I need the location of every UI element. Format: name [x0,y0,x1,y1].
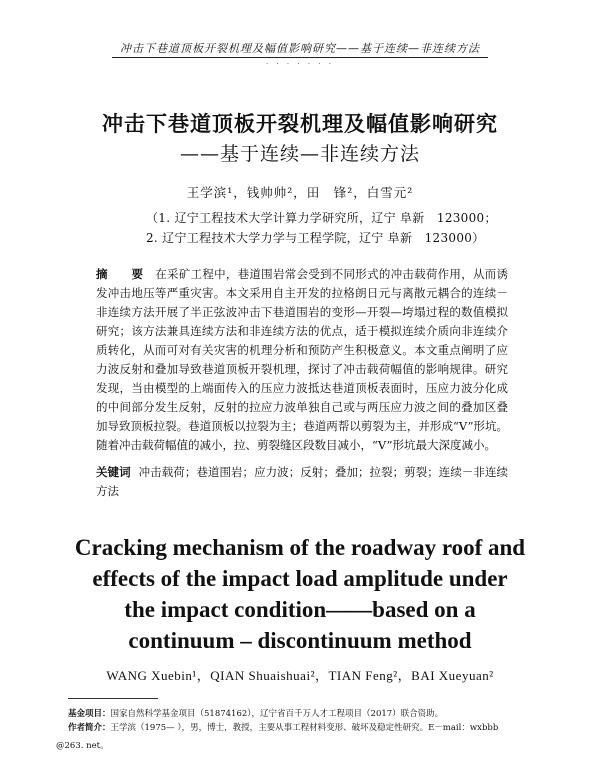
footnote-funding [68,708,538,721]
funding-label: 基金项目： [68,709,111,719]
funding-text: 国家自然科学基金项目（51874162），辽宁省百千万人才工程项目（2017）联合资助。 [110,709,444,719]
author-bio-continuation: @263. net。 [56,741,109,751]
author-bio-text: 王学滨（1975— ），男，博士，教授，主要从事工程材料变形、破坏及稳定性研究。E－mail：wxbbb [110,723,499,733]
keywords [96,463,508,501]
abstract [96,265,508,455]
footnote-author [68,722,538,735]
english-title-line-2: effects of the impact load amplitude under [92,566,508,591]
header-dots: · · · · · · · [266,60,334,68]
english-title [0,532,600,656]
chinese-title: 冲击下巷道顶板开裂机理及幅值影响研究 [102,111,498,136]
english-title-line-3: the impact condition——based on a [124,597,476,622]
running-head: 冲击下巷道顶板开裂机理及幅值影响研究——基于连续—非连续方法 [120,42,480,55]
abstract-text: 在采矿工程中，巷道围岩常会受到不同形式的冲击载荷作用，从而诱发冲击地压等严重灾害。本文采用自主开发的拉格朗日元与离散元耦合的连续－非连续方法开展了半正弦波冲击下巷道围岩的变形—开裂—垮塌过程的数值模拟研究；该方法兼具连续方法和非连续方法的优点，适于模拟连续介质向非连续介质转化，从而可对有关灾害的机理分析和预防产生积极意义。本文重点阐明了应力波反射和叠加导致巷道顶板开裂机理，探讨了冲击载荷幅值的影响规律。研究发现，当由模型的上端面传入的压应力波抵达巷道顶板表面时，压应力波分化成的中间部分发生反射，反射的拉应力波单独自己或与两压应力波之间的叠加区叠加导致顶板拉裂。巷道顶板以拉裂为主；巷道两帮以剪裂为主，并形成“V”形坑。随着冲击载荷幅值的减小，拉、剪裂缝区段数目减小，“V”形坑最大深度减小。 [96,267,508,452]
affiliation-2: 2. 辽宁工程技术大学力学与工程学院，辽宁 阜新 123000） [146,231,485,245]
author-bio-label: 作者简介： [68,723,111,733]
chinese-authors: 王学滨¹，钱帅帅²，田 锋²，白雪元² [186,185,414,200]
header-rule [112,57,488,58]
keywords-text: 冲击载荷；巷道围岩；应力波；反射；叠加；拉裂；剪裂；连续－非连续方法 [96,465,509,498]
footnote-rule [68,698,158,699]
chinese-subtitle: ——基于连续—非连续方法 [179,143,420,165]
english-title-line-4: continuum – discontinuum method [128,628,472,653]
keywords-label: 关键词 [96,465,131,479]
affiliation-1: （1. 辽宁工程技术大学计算力学研究所，辽宁 阜新 123000； [146,211,497,225]
english-title-line-1: Cracking mechanism of the roadway roof and [74,535,526,560]
abstract-label: 摘 要 [96,267,150,281]
english-authors: WANG Xuebin¹，QIAN Shuaishuai²，TIAN Feng²，BAI Xueyuan² [106,668,494,683]
